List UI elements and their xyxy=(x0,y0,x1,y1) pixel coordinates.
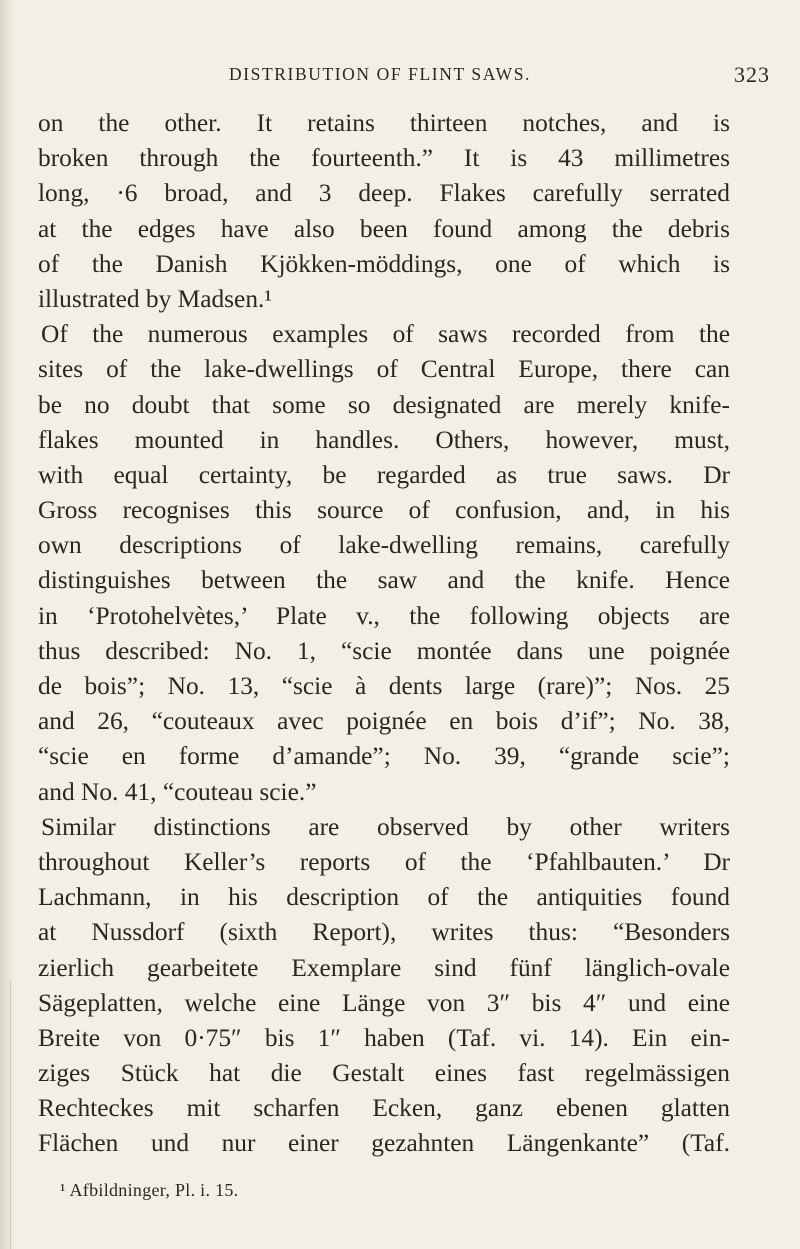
text-line: at the edges have also been found among the debris xyxy=(38,214,730,243)
text-line: broken through the fourteenth.” It is 43 millimetres xyxy=(38,144,730,173)
text-line: own descriptions of lake-dwelling remains, carefully xyxy=(38,531,730,560)
running-head xyxy=(40,62,770,92)
text-line: distinguishes between the saw and the knife. Hence xyxy=(38,566,730,595)
text-line: sites of the lake-dwellings of Central Europe, there can xyxy=(38,355,730,384)
text-line: and 26, “couteaux avec poignée en bois d’if”; No. 38, xyxy=(38,707,730,736)
text-line: of the Danish Kjökken-möddings, one of which is xyxy=(38,249,730,278)
text-line: flakes mounted in handles. Others, however, must, xyxy=(38,425,730,454)
text-line: Sägeplatten, welche eine Länge von 3″ bis 4″ und eine xyxy=(38,988,730,1017)
text-line: Of the numerous examples of saws recorded from the xyxy=(41,320,730,349)
text-line: thus described: No. 1, “scie montée dans une poignée xyxy=(38,636,730,665)
text-line: Gross recognises this source of confusion, and, in his xyxy=(38,496,730,525)
text-line: be no doubt that some so designated are merely knife- xyxy=(38,390,730,419)
page-edge-shadow xyxy=(0,0,14,1249)
page-edge-line xyxy=(10,980,11,1249)
text-line: long, ·6 broad, and 3 deep. Flakes carefully serrated xyxy=(38,179,730,208)
text-line: illustrated by Madsen.¹ xyxy=(38,284,272,313)
text-line: and No. 41, “couteau scie.” xyxy=(38,777,317,806)
text-line: with equal certainty, be regarded as true saws. Dr xyxy=(38,460,730,489)
text-line: in ‘Protohelvètes,’ Plate v., the following objects are xyxy=(38,601,730,630)
text-line: Lachmann, in his description of the antiquities found xyxy=(38,883,730,912)
text-line: ziges Stück hat die Gestalt eines fast regelmässigen xyxy=(38,1059,730,1088)
text-line: at Nussdorf (sixth Report), writes thus: “Besonders xyxy=(38,918,730,947)
running-title: DISTRIBUTION OF FLINT SAWS. xyxy=(228,64,532,84)
text-line: de bois”; No. 13, “scie à dents large (rare)”; Nos. 25 xyxy=(38,672,730,700)
footnote: ¹ Afbildninger, Pl. i. 15. xyxy=(60,1180,239,1200)
text-line: “scie en forme d’amande”; No. 39, “grande scie”; xyxy=(38,742,730,771)
text-line: Breite von 0·75″ bis 1″ haben (Taf. vi. 14). Ein ein- xyxy=(38,1023,730,1052)
text-line: zierlich gearbeitete Exemplare sind fünf länglich-ovale xyxy=(38,953,730,982)
page-number: 323 xyxy=(734,62,770,87)
text-line: on the other. It retains thirteen notches, and is xyxy=(38,109,730,137)
text-line: Rechteckes mit scharfen Ecken, ganz ebenen glatten xyxy=(38,1094,730,1123)
text-line: Flächen und nur einer gezahnten Längenkante” (Taf. xyxy=(38,1129,730,1158)
text-line: Similar distinctions are observed by other writers xyxy=(41,812,730,841)
text-line: throughout Keller’s reports of the ‘Pfahlbauten.’ Dr xyxy=(38,847,730,876)
body-text xyxy=(38,106,730,1162)
